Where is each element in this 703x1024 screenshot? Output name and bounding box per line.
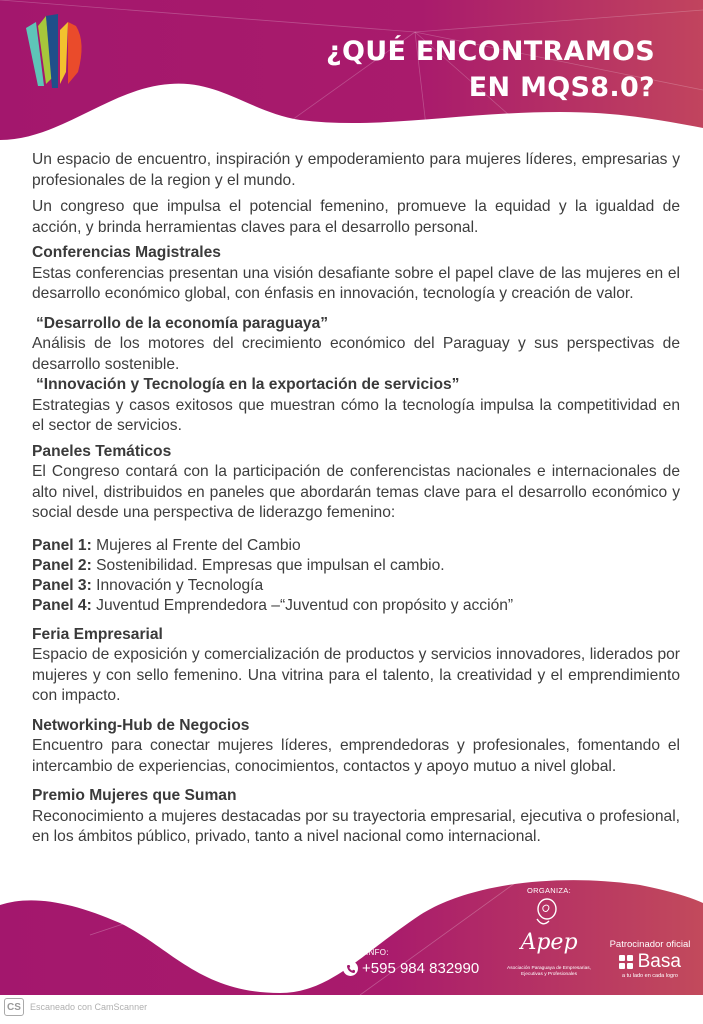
intro-paragraph-1: Un espacio de encuentro, inspiración y empoderamiento para mujeres líderes, empresarias y profesionales de la region y el mundo.	[32, 151, 680, 189]
apep-logo-icon	[519, 897, 579, 959]
title-line-1: ¿QUÉ ENCONTRAMOS	[326, 36, 655, 67]
panel-item	[32, 536, 680, 556]
phone-number: +595 984 832990	[362, 960, 480, 977]
section-title-networking: Networking-Hub de Negocios	[32, 716, 250, 734]
panel-text: Juventud Emprendedora –“Juventud con propósito y acción”	[96, 596, 514, 614]
organizer-block	[504, 880, 594, 978]
section-title-feria: Feria Empresarial	[32, 625, 163, 643]
organiza-label: ORGANIZA:	[527, 886, 571, 895]
panel-item	[32, 576, 680, 596]
basa-squares-icon	[619, 955, 633, 969]
sponsor-label: Patrocinador oficial	[609, 939, 691, 950]
sponsor-tagline: a tu lado en cada logro	[622, 973, 678, 979]
section-text-premio: Reconocimiento a mujeres destacadas por su trayectoria empresarial, ejecutiva o profesional, en los ámbitos público, privado, tanto a nivel nacional como internacional.	[32, 807, 680, 845]
panel-label: Panel 3:	[32, 576, 92, 594]
panel-list	[32, 536, 680, 616]
section-text-paneles: El Congreso contará con la participación de conferencistas nacionales e internacionales de alto nivel, distribuidos en paneles que abordarán temas clave para el desarrollo económico y social desde una perspectiva de liderazgo femenino:	[32, 463, 680, 521]
section-title-paneles: Paneles Temáticos	[32, 442, 172, 460]
panel-text: Innovación y Tecnología	[96, 576, 264, 594]
sponsor-block	[598, 939, 702, 979]
section-text-networking: Encuentro para conectar mujeres líderes, emprendedoras y profesionales, fomentando el intercambio de experiencias, conocimientos, contactos y apoyo mutuo a nivel global.	[32, 737, 680, 775]
section-title-premio: Premio Mujeres que Suman	[32, 787, 237, 804]
svg-text:Apep: Apep	[520, 930, 578, 955]
talk-text-1: Análisis de los motores del crecimiento económico del Paraguay y sus perspectivas de desarrollo sostenible.	[32, 335, 680, 373]
info-label: +INFO:	[361, 948, 389, 957]
section-text-feria: Espacio de exposición y comercialización de productos y servicios innovadores, liderados por mujeres y con sello femenino. Una vitrina para el talento, la creatividad y el emprendimiento con impacto.	[32, 646, 680, 704]
mqs-logo-icon	[22, 12, 90, 90]
section-title-conferencias: Conferencias Magistrales	[32, 244, 221, 261]
sponsor-name: Basa	[637, 951, 681, 972]
panel-label: Panel 4:	[32, 596, 92, 614]
camscanner-watermark	[4, 998, 147, 1016]
talk-title-1: “Desarrollo de la economía paraguaya”	[36, 314, 329, 332]
organizer-full-name: Asociación Paraguaya de Empresarias, Ejecutivas y Profesionales	[507, 966, 591, 977]
basa-logo	[598, 952, 702, 972]
content-body	[32, 150, 680, 848]
panel-label: Panel 1:	[32, 536, 92, 554]
panel-item	[32, 556, 680, 576]
phone-link[interactable]	[343, 960, 479, 977]
talk-title-2: “Innovación y Tecnología en la exportación de servicios”	[36, 376, 460, 393]
title-line-2: EN MQS8.0?	[468, 72, 655, 103]
page-title	[326, 34, 655, 106]
intro-paragraph-2: Un congreso que impulsa el potencial femenino, promueve la equidad y la igualdad de acción, y brinda herramientas claves para el desarrollo personal.	[32, 198, 680, 236]
panel-text: Sostenibilidad. Empresas que impulsan el cambio.	[96, 556, 445, 574]
section-text-conferencias: Estas conferencias presentan una visión desafiante sobre el papel clave de las mujeres en el desarrollo económico global, con énfasis en innovación, tecnología y creación de valor.	[32, 264, 680, 302]
talk-text-2: Estrategias y casos exitosos que muestran cómo la tecnología impulsa la competitividad en el sector de servicios.	[32, 396, 680, 434]
phone-icon	[343, 961, 358, 976]
panel-label: Panel 2:	[32, 556, 92, 574]
watermark-text: Escaneado con CamScanner	[30, 1002, 148, 1012]
panel-text: Mujeres al Frente del Cambio	[96, 536, 301, 554]
panel-item	[32, 596, 680, 616]
camscanner-icon: CS	[4, 998, 24, 1016]
